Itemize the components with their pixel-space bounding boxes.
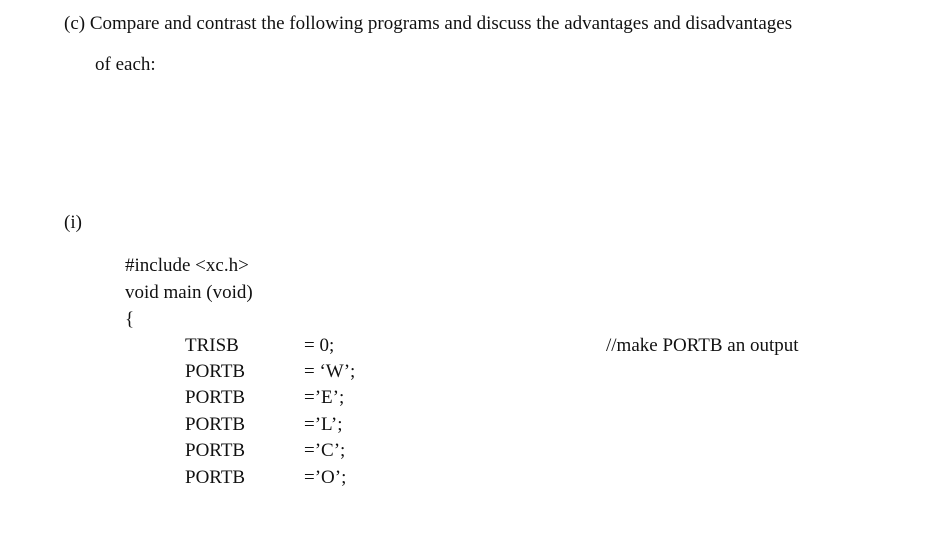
question-text-line-1: (c) Compare and contrast the following programs and discuss the advantages and disadvantages bbox=[64, 13, 793, 34]
main-signature-line: void main (void) bbox=[125, 282, 253, 303]
statement-value: = ‘W’; bbox=[304, 361, 356, 382]
statement-value: =’C’; bbox=[304, 440, 346, 461]
statement-variable: PORTB bbox=[185, 361, 246, 382]
statement-value: = 0; bbox=[304, 335, 335, 356]
statement-comment: //make PORTB an output bbox=[606, 335, 799, 356]
statement-variable: PORTB bbox=[185, 387, 246, 408]
statement-variable: TRISB bbox=[185, 335, 239, 356]
question-text-line-2: of each: bbox=[95, 54, 156, 75]
statement-variable: PORTB bbox=[185, 467, 246, 488]
statement-variable: PORTB bbox=[185, 440, 246, 461]
statement-value: =’O’; bbox=[304, 467, 347, 488]
part-label: (i) bbox=[64, 212, 82, 233]
include-line: #include <xc.h> bbox=[125, 255, 249, 276]
open-brace: { bbox=[125, 309, 135, 330]
statement-variable: PORTB bbox=[185, 414, 246, 435]
statement-value: =’E’; bbox=[304, 387, 345, 408]
statement-value: =’L’; bbox=[304, 414, 343, 435]
